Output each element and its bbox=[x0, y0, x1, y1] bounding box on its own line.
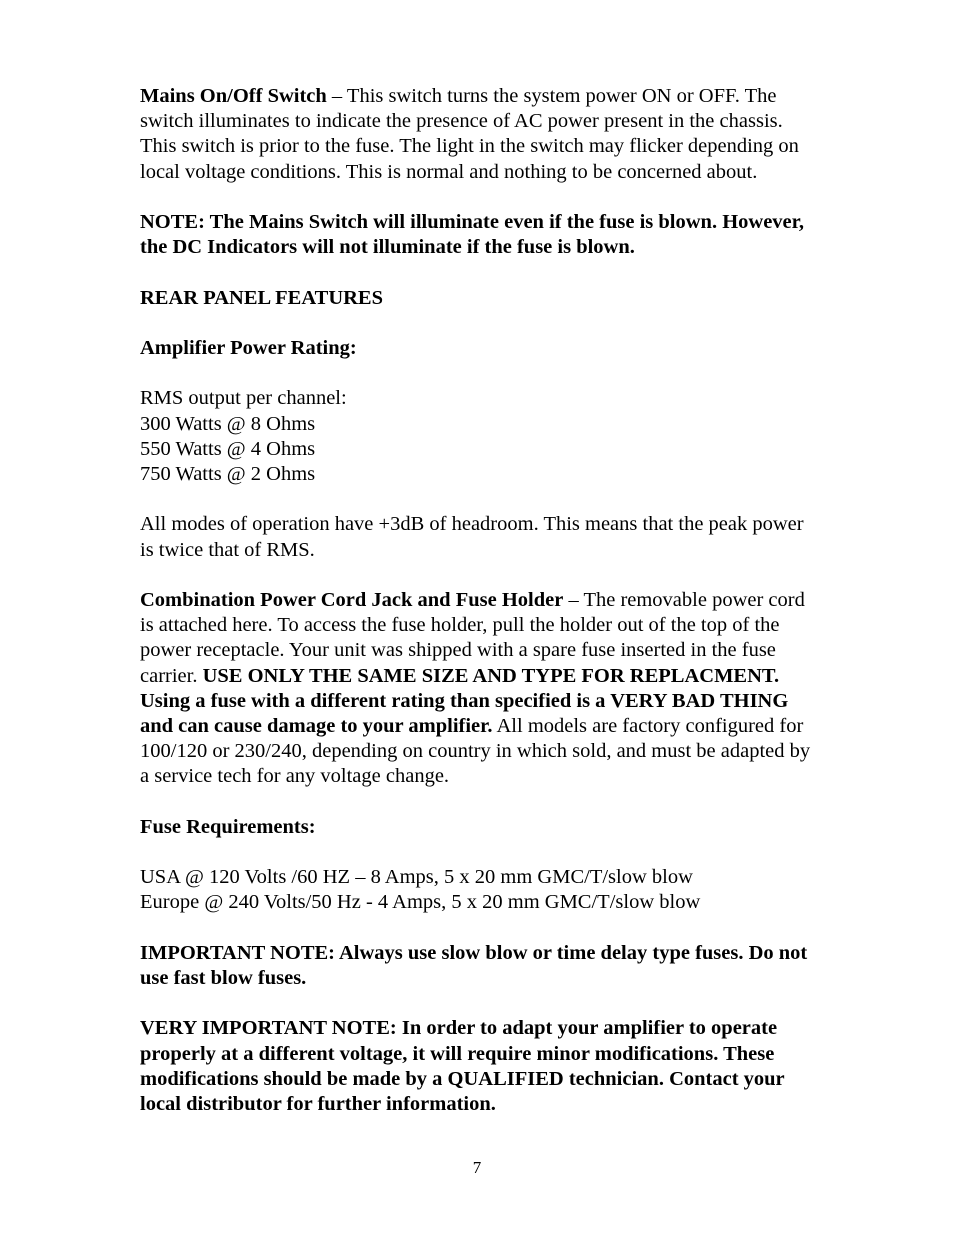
power-rating-line: 300 Watts @ 8 Ohms bbox=[140, 412, 316, 435]
power-rating-intro: RMS output per channel: bbox=[140, 387, 347, 410]
power-cord-paragraph bbox=[140, 588, 820, 790]
document-page bbox=[140, 84, 820, 1142]
power-cord-heading: Combination Power Cord Jack and Fuse Holder bbox=[140, 588, 564, 611]
power-rating-line: 550 Watts @ 4 Ohms bbox=[140, 437, 316, 460]
power-rating-heading: Amplifier Power Rating: bbox=[140, 336, 357, 359]
power-rating-list bbox=[140, 386, 820, 487]
power-rating-line: 750 Watts @ 2 Ohms bbox=[140, 462, 316, 485]
headroom-paragraph: All modes of operation have +3dB of headroom. This means that the peak power is twice that of RMS. bbox=[140, 513, 804, 561]
power-cord-body: – The removable power cord is attached here. To access the fuse holder, pull the holder out of the top of the power receptacle. Your unit was shipped with a spare fuse inserted in the fuse carrier. bbox=[140, 588, 805, 687]
mains-switch-body: – This switch turns the system power ON or OFF. The switch illuminates to indicate the presence of AC power present in the chassis. This switch is prior to the fuse. The light in the switch may flicker depending on local voltage conditions. This is normal and nothing to be concerned about. bbox=[140, 85, 799, 183]
mains-note: NOTE: The Mains Switch will illuminate even if the fuse is blown. However, the DC Indicators will not illuminate if the fuse is blown. bbox=[140, 211, 804, 259]
rear-panel-heading: REAR PANEL FEATURES bbox=[140, 286, 383, 309]
fuse-requirement-line: Europe @ 240 Volts/50 Hz - 4 Amps, 5 x 20 mm GMC/T/slow blow bbox=[140, 891, 701, 914]
important-note: IMPORTANT NOTE: Always use slow blow or time delay type fuses. Do not use fast blow fuses. bbox=[140, 941, 808, 989]
very-important-note: VERY IMPORTANT NOTE: In order to adapt your amplifier to operate properly at a different voltage, it will require minor modifications. These modifications should be made by a QUALIFIED technician. Contact your local distributor for further information. bbox=[140, 1017, 785, 1115]
fuse-requirement-line: USA @ 120 Volts /60 HZ – 8 Amps, 5 x 20 mm GMC/T/slow blow bbox=[140, 866, 693, 889]
fuse-requirements-list bbox=[140, 865, 820, 915]
power-cord-warning: USE ONLY THE SAME SIZE AND TYPE FOR REPLACMENT. Using a fuse with a different rating than specified is a VERY BAD THING and can cause damage to your amplifier. bbox=[140, 664, 789, 737]
fuse-requirements-heading: Fuse Requirements: bbox=[140, 815, 316, 838]
page-number: 7 bbox=[472, 1158, 482, 1177]
mains-switch-heading: Mains On/Off Switch bbox=[140, 85, 327, 107]
power-cord-body-end: All models are factory configured for 100/120 or 230/240, depending on country in which sold, and must be adapted by a service tech for any voltage change. bbox=[140, 714, 811, 788]
mains-switch-paragraph bbox=[140, 84, 820, 185]
